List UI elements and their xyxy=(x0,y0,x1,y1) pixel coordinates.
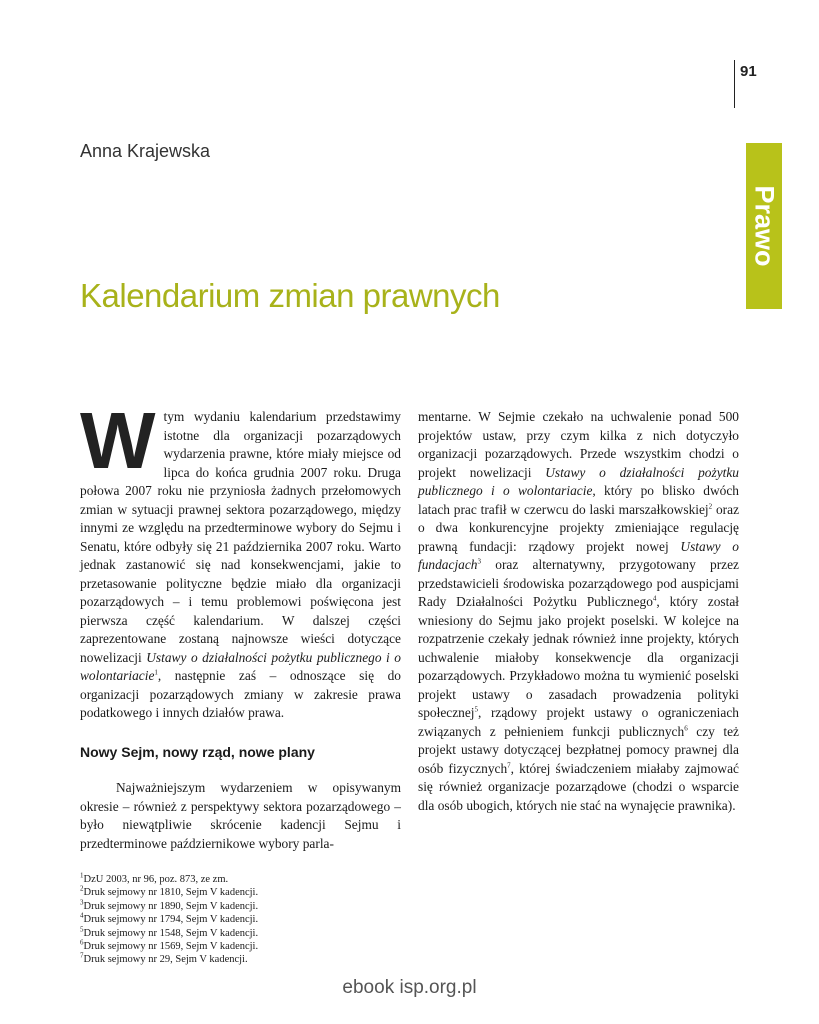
law-title-italic: Ustawy o fundacjach xyxy=(418,538,740,572)
body-paragraph: Najważniejszym wydarzeniem w opisywanym okresie – również z perspektywy sektora pozarządowego – było niewątpliwie skrócenie kadencji Sejmu i przedterminowe październikowe wybory parla- xyxy=(80,780,401,851)
law-title-italic: Ustawy o działalności pożytku publicznego i o wolontariacie xyxy=(80,649,401,683)
footnote: $^1$DzU 2003, nr 96, poz. 873, ze zm. xyxy=(80,871,229,885)
footnote: $^2$Druk sejmowy nr 1810, Sejm V kadencji. xyxy=(80,884,259,899)
right-column xyxy=(418,408,739,815)
page-number: 91 xyxy=(740,63,757,80)
body-paragraph-continued: mentarne. W Sejmie czekało na uchwalenie ponad 500 projektów ustaw, przy czym kilka z nich dotyczyło organizacji pozarządowych. Przede wszystkim chodzi o projekt nowelizacji Ustawy o działalności pożytku publicznego i o wolontariacie, który po blisko dwóch latach prac trafił w czerwcu do laski marszałkowskiej$^2$ oraz o dwa konkurencyjne projekty zmieniające regulację prawną fundacji: rządowy projekt nowej Ustawy o fundacjach$^3$ oraz alternatywny, przygotowany przez przedstawicieli środowiska pozarządowego pod auspicjami Rady Działalności Pożytku Publicznego$^4$, który został wniesiony do Sejmu jako projekt poselski. W kolejce na rozpatrzenie czekały jednak również inne projekty, których uchwalenie miałoby konsekwencje dla organizacji pozarządowych. Przykładowo można tu wymienić poselski projekt ustawy o zasadach prowadzenia polityki społecznej$^5$, rządowy projekt ustawy o ograniczeniach związanych z pełnieniem funkcji publicznych$^6$ czy też projekt ustawy dotyczącej bezpłatnej pomocy prawnej dla osób fizycznych$^7$, której świadczeniem miałaby zajmować się również organizacje pozarządowe (chodzi o wsparcie dla osób ubogich, których nie stać na wynajęcie prawnika). xyxy=(418,409,740,813)
footnote: $^5$Druk sejmowy nr 1548, Sejm V kadencji. xyxy=(80,925,259,939)
footnote-ref: 3 xyxy=(477,557,481,566)
footnote-ref: 5 xyxy=(474,705,479,714)
section-tab xyxy=(746,143,782,309)
footnote: $^4$Druk sejmowy nr 1794, Sejm V kadencji. xyxy=(80,911,259,926)
section-subheading: Nowy Sejm, nowy rząd, nowe plany xyxy=(80,743,315,760)
footer-link[interactable]: ebook isp.org.pl xyxy=(342,977,477,998)
article-author: Anna Krajewska xyxy=(80,141,211,161)
footnote-ref: 7 xyxy=(507,761,511,770)
drop-cap: W xyxy=(80,396,156,485)
footnote: $^7$Druk sejmowy nr 29, Sejm V kadencji. xyxy=(80,951,248,966)
intro-paragraph: Wtym wydaniu kalendarium przedstawimy istotne dla organizacji pozarządowych wydarzenia prawne, które miały miejsce od lipca do końca grudnia 2007 roku. Druga połowa 2007 roku nie przyniosła żadnych przełomowych zmian w sytuacji prawnej sektora pozarządowego, między innymi ze względu na przedterminowe wybory do Sejmu i Senatu, które odbyły się 21 października 2007 roku. Warto jednak zastanowić się nad konsekwencjami, jakie to przetasowanie polityczne będzie miało dla organizacji pozarządowych – i temu problemowi poświęcona jest pierwsza część kalendarium. W dalszej części zaprezentowane zostaną najnowsze wieści dotyczące nowelizacji Ustawy o działalności pożytku publicznego i o wolontariacie$^1$, następnie zaś – odnoszące się do organizacji pozarządowych zmiany w zakresie prawa podatkowego i innych działów prawa. xyxy=(80,396,401,720)
footnote-ref: 2 xyxy=(708,502,713,511)
article-title: Kalendarium zmian prawnych xyxy=(80,277,500,314)
footnote-ref: 4 xyxy=(652,594,657,603)
footnote: $^6$Druk sejmowy nr 1569, Sejm V kadencji. xyxy=(80,938,259,953)
section-tab-label: Prawo xyxy=(749,185,780,267)
footnote-ref: 6 xyxy=(684,724,688,733)
footnotes xyxy=(80,873,258,967)
footnote: $^3$Druk sejmowy nr 1890, Sejm V kadencji. xyxy=(80,898,259,912)
page-number-rule xyxy=(734,60,735,108)
law-title-italic: Ustawy o działalności pożytku publicznego i o wolontariacie xyxy=(418,464,739,498)
footnote-ref: 1 xyxy=(154,668,158,677)
left-column xyxy=(80,396,401,853)
